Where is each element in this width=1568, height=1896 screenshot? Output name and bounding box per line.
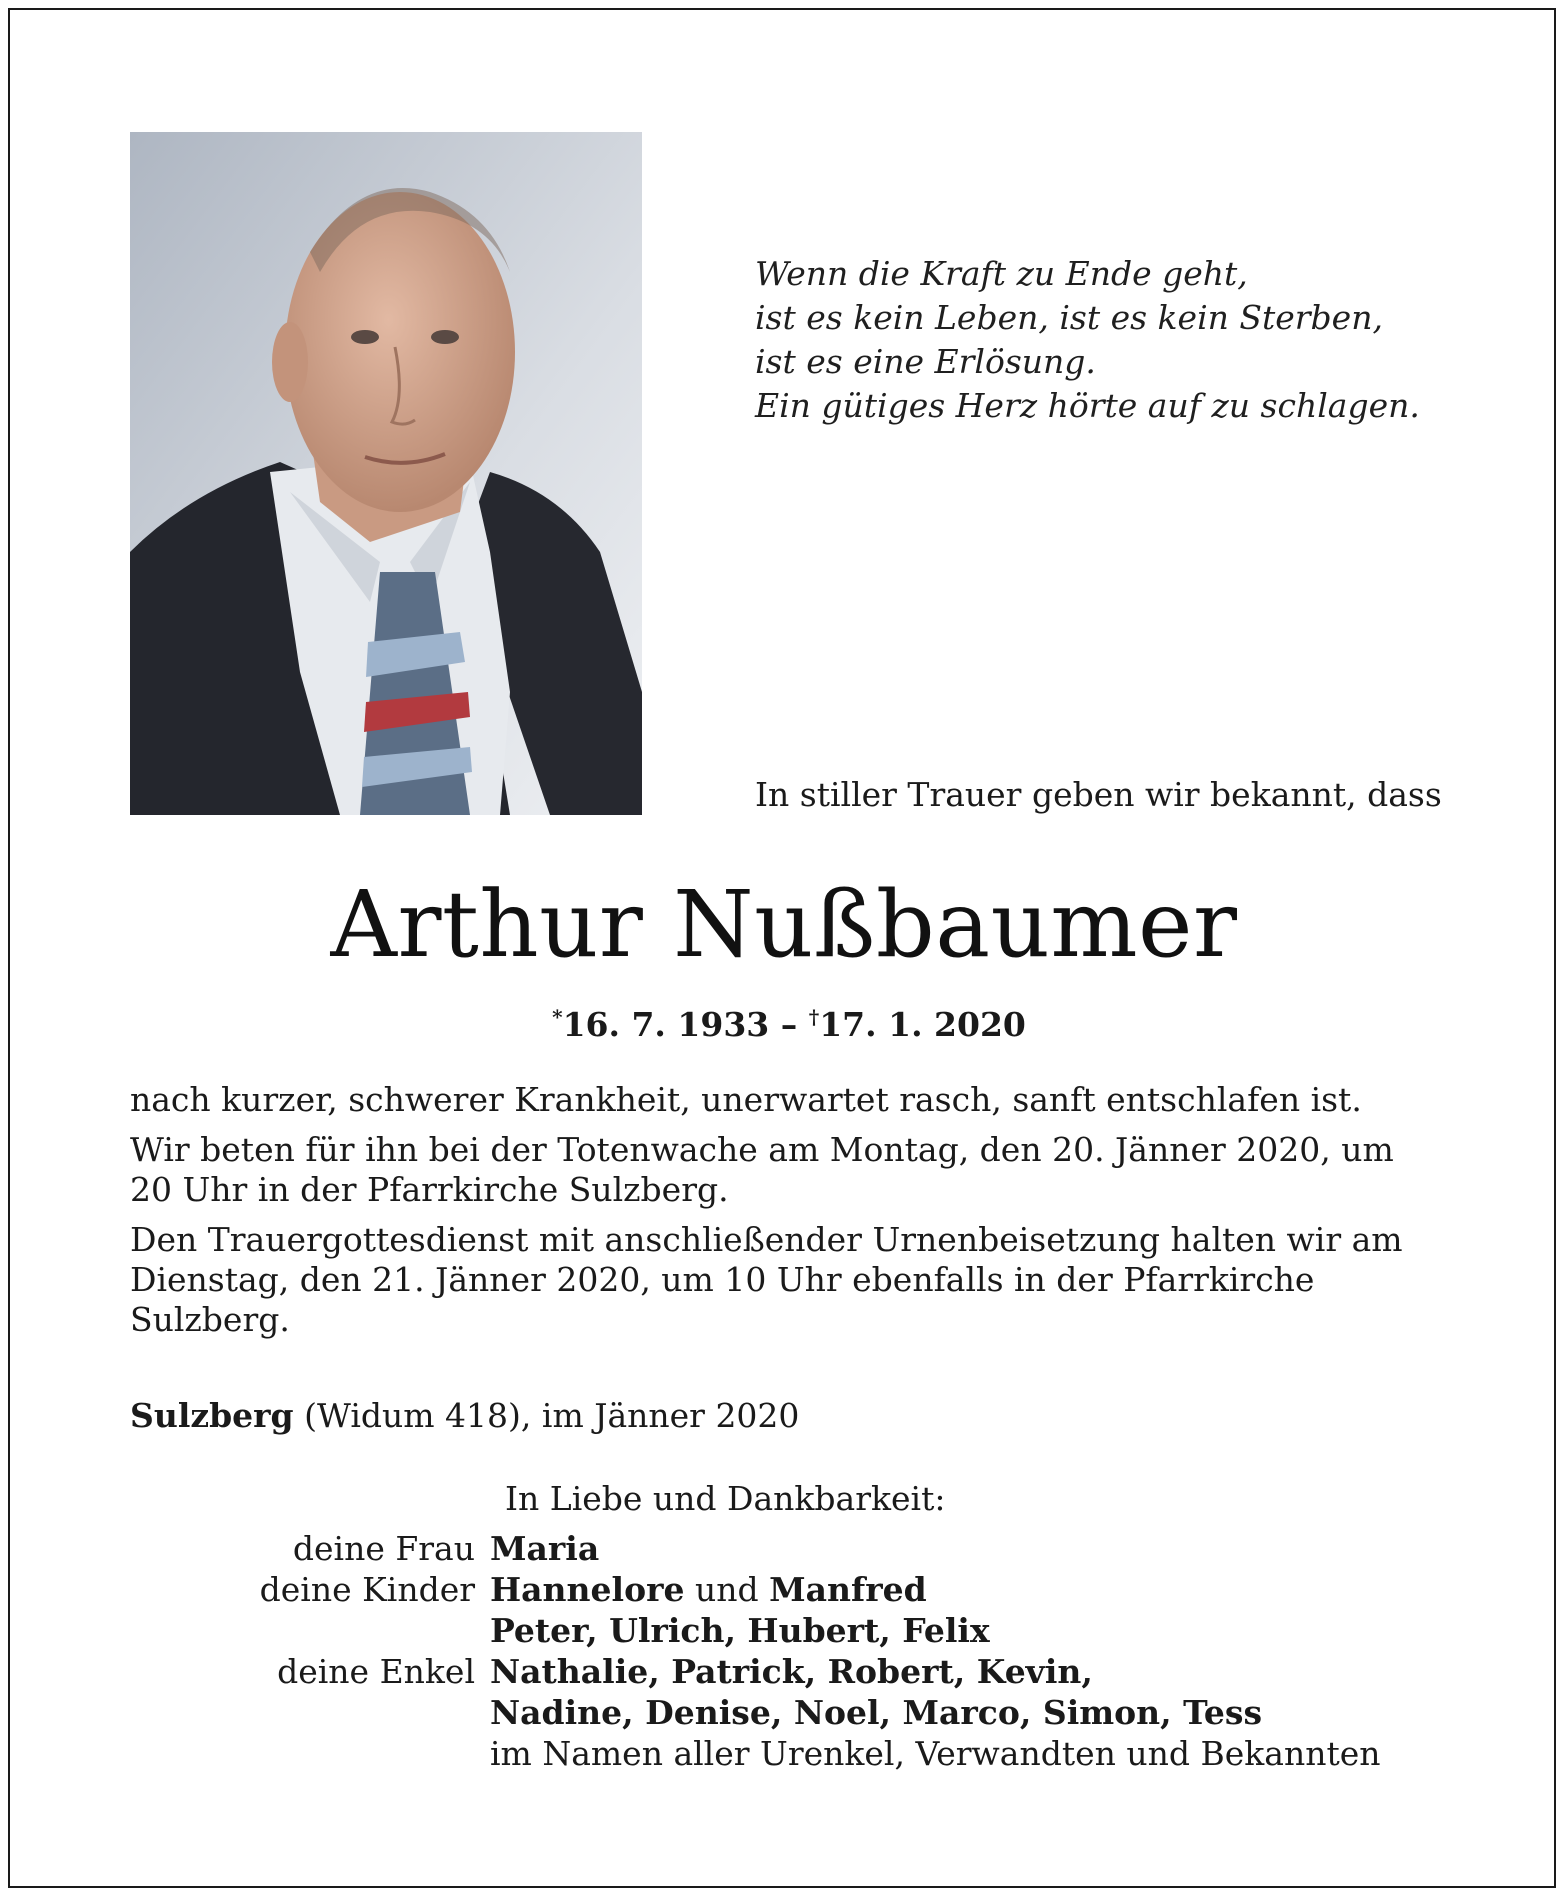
deceased-name: Arthur Nußbaumer	[330, 871, 1238, 978]
grandchildren-names: Nadine, Denise, Noel, Marco, Simon, Tess	[490, 1693, 1263, 1732]
poem-line: ist es eine Erlösung.	[755, 342, 1096, 381]
family-row-children	[130, 1569, 1440, 1610]
announcement-body	[130, 1080, 1440, 1350]
birth-date: 16. 7. 1933	[562, 1005, 770, 1044]
wife-name: Maria	[490, 1529, 600, 1568]
poem-line: ist es kein Leben, ist es kein Sterben,	[755, 298, 1383, 337]
family-row-children-2	[130, 1610, 1440, 1651]
date-separator: –	[769, 1005, 809, 1044]
grandchildren-label: deine Enkel	[277, 1652, 475, 1691]
poem-line: Ein gütiges Herz hörte auf zu schlagen.	[755, 386, 1420, 425]
signoff: In Liebe und Dankbarkeit:	[505, 1479, 946, 1518]
death-date: 17. 1. 2020	[819, 1005, 1026, 1044]
poem	[755, 252, 1420, 428]
family-list	[130, 1528, 1440, 1774]
family-row-grandchildren	[130, 1651, 1440, 1692]
closing-line: im Namen aller Urenkel, Verwandten und Bekannten	[490, 1734, 1381, 1773]
paragraph-vigil: Wir beten für ihn bei der Totenwache am Montag, den 20. Jänner 2020, um 20 Uhr in der Pfarrkirche Sulzberg.	[130, 1130, 1394, 1209]
paragraph-funeral: Den Trauergottesdienst mit anschließender Urnenbeisetzung halten wir am Dienstag, den 21. Jänner 2020, um 10 Uhr ebenfalls in der Pfarrkirche Sulzberg.	[130, 1220, 1403, 1339]
death-symbol: †	[808, 1005, 820, 1029]
intro-text: In stiller Trauer geben wir bekannt, dass	[755, 775, 1442, 814]
paragraph-passing: nach kurzer, schwerer Krankheit, unerwartet rasch, sanft entschlafen ist.	[130, 1080, 1362, 1119]
family-row-grandchildren-2	[130, 1692, 1440, 1733]
and-word: und	[684, 1570, 770, 1609]
family-row-closing	[130, 1733, 1440, 1774]
poem-line: Wenn die Kraft zu Ende geht,	[755, 254, 1248, 293]
place-date-line	[130, 1394, 799, 1438]
life-dates	[0, 995, 1568, 1047]
child-name: Hannelore	[490, 1570, 685, 1609]
place-town: Sulzberg	[130, 1396, 294, 1435]
portrait-photo	[130, 132, 642, 815]
wife-label: deine Frau	[292, 1529, 475, 1568]
children-names: Peter, Ulrich, Hubert, Felix	[490, 1611, 990, 1650]
place-details: (Widum 418), im Jänner 2020	[293, 1396, 800, 1435]
birth-symbol: *	[552, 1005, 563, 1029]
grandchildren-names: Nathalie, Patrick, Robert, Kevin,	[490, 1652, 1093, 1691]
family-row-wife	[130, 1528, 1440, 1569]
child-name: Manfred	[769, 1570, 927, 1609]
children-label: deine Kinder	[259, 1570, 475, 1609]
